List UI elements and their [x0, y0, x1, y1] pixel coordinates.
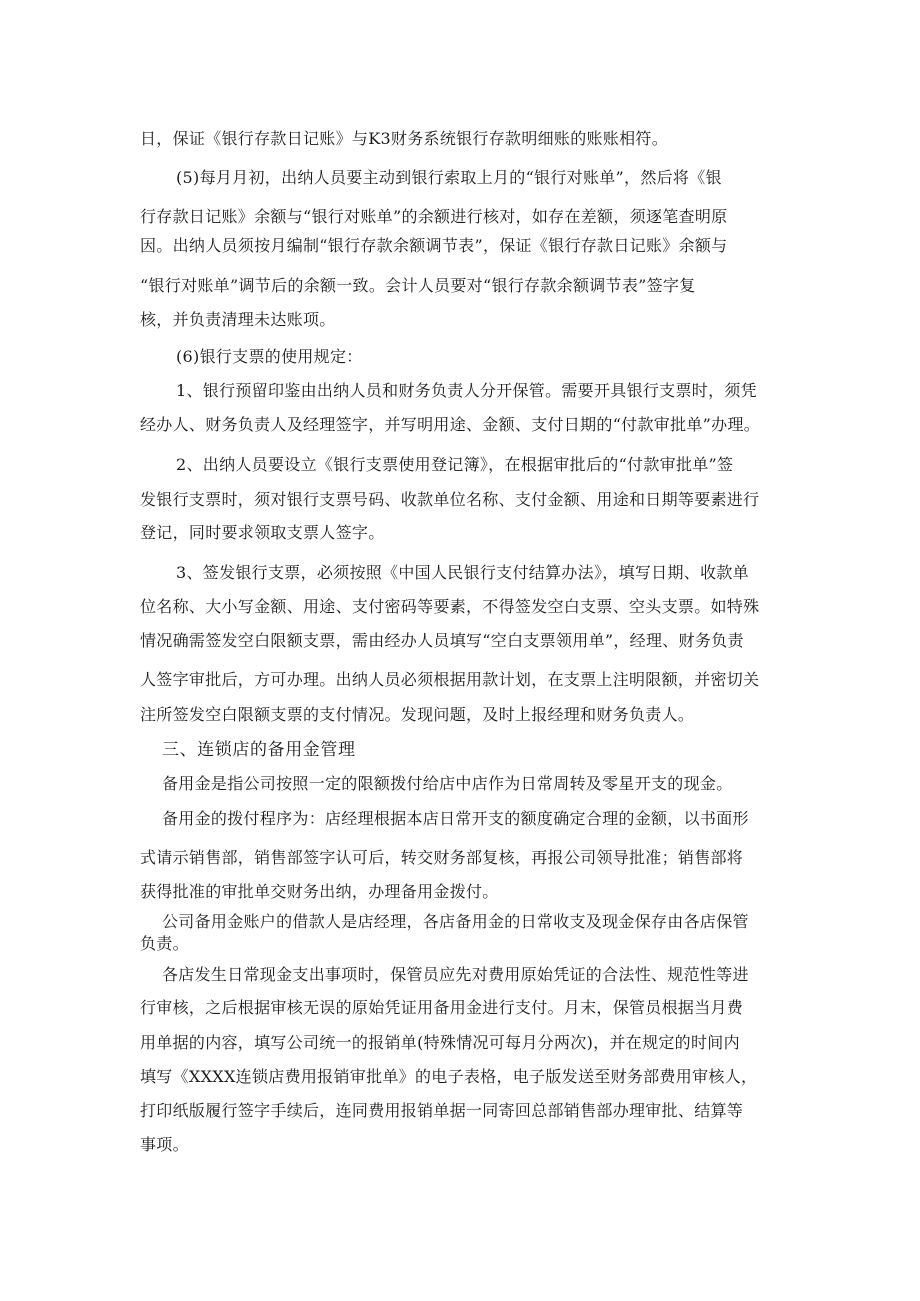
paragraph-line: 打印纸版履行签字手续后，连同费用报销单据一同寄回总部销售部办理审批、结算等 [140, 1101, 744, 1120]
paragraph-line: 公司备用金账户的借款人是店经理，各店备用金的日常收支及现金保存由各店保管 [162, 912, 749, 931]
paragraph-line: 填写《XXXX连锁店费用报销审批单》的电子表格，电子版发送至财务部费用审核人， [140, 1067, 758, 1086]
paragraph-line: 情况确需签发空白限额支票，需由经办人员填写“空白支票领用单”，经理、财务负责 [140, 631, 744, 650]
paragraph-line: 登记，同时要求领取支票人签字。 [140, 523, 385, 542]
paragraph-line: 负责。 [140, 934, 189, 953]
paragraph-line: 核，并负责清理未达账项。 [140, 310, 336, 329]
paragraph-line: 经办人、财务负责人及经理签字，并写明用途、金额、支付日期的“付款审批单”办理。 [140, 415, 761, 434]
paragraph-line: 位名称、大小写金额、用途、支付密码等要素，不得签发空白支票、空头支票。如特殊 [140, 597, 760, 616]
paragraph-line: 3、签发银行支票，必须按照《中国人民银行支付结算办法》，填写日期、收款单 [176, 563, 749, 582]
paragraph-line: 人签字审批后，方可办理。出纳人员必须根据用款计划，在支票上注明限额，并密切关 [140, 670, 760, 689]
paragraph-line: 日，保证《银行存款日记账》与K3财务系统银行存款明细账的账账相符。 [140, 129, 669, 148]
paragraph-line: (6)银行支票的使用规定： [176, 347, 363, 366]
paragraph-line: 1、银行预留印鉴由出纳人员和财务负责人分开保管。需要开具银行支票时，须凭 [176, 381, 757, 400]
paragraph-line: 各店发生日常现金支出事项时，保管员应先对费用原始凭证的合法性、规范性等进 [162, 965, 749, 984]
paragraph-line: (5)每月月初，出纳人员要主动到银行索取上月的“银行对账单”，然后将《银 [176, 168, 722, 187]
paragraph-line: 行审核，之后根据审核无误的原始凭证用备用金进行支付。月末，保管员根据当月费 [140, 998, 744, 1017]
paragraph-line: 式请示销售部，销售部签字认可后，转交财务部复核，再报公司领导批准；销售部将 [140, 848, 744, 867]
paragraph-line: “银行对账单”调节后的余额一致。会计人员要对“银行存款余额调节表”签字复 [140, 276, 696, 295]
paragraph-line: 备用金的拨付程序为：店经理根据本店日常开支的额度确定合理的金额，以书面形 [162, 809, 749, 828]
paragraph-line: 注所签发空白限额支票的支付情况。发现问题，及时上报经理和财务负责人。 [140, 705, 695, 724]
paragraph-line: 2、出纳人员要设立《银行支票使用登记簿》，在根据审批后的“付款审批单”签 [176, 455, 734, 474]
paragraph-line: 因。出纳人员须按月编制“银行存款余额调节表”，保证《银行存款日记账》余额与 [140, 236, 728, 255]
paragraph-line: 发银行支票时，须对银行支票号码、收款单位名称、支付金额、用途和日期等要素进行 [140, 490, 760, 509]
paragraph-line: 事项。 [140, 1135, 189, 1154]
paragraph-line: 备用金是指公司按照一定的限额拨付给店中店作为日常周转及零星开支的现金。 [162, 774, 733, 793]
paragraph-line: 用单据的内容，填写公司统一的报销单(特殊情况可每月分两次)，并在规定的时间内 [140, 1033, 740, 1052]
section-heading: 三、连锁店的备用金管理 [162, 740, 356, 760]
paragraph-line: 获得批准的审批单交财务出纳，办理备用金拨付。 [140, 882, 499, 901]
paragraph-line: 行存款日记账》余额与“银行对账单”的余额进行核对，如存在差额，须逐笔查明原 [140, 207, 728, 226]
